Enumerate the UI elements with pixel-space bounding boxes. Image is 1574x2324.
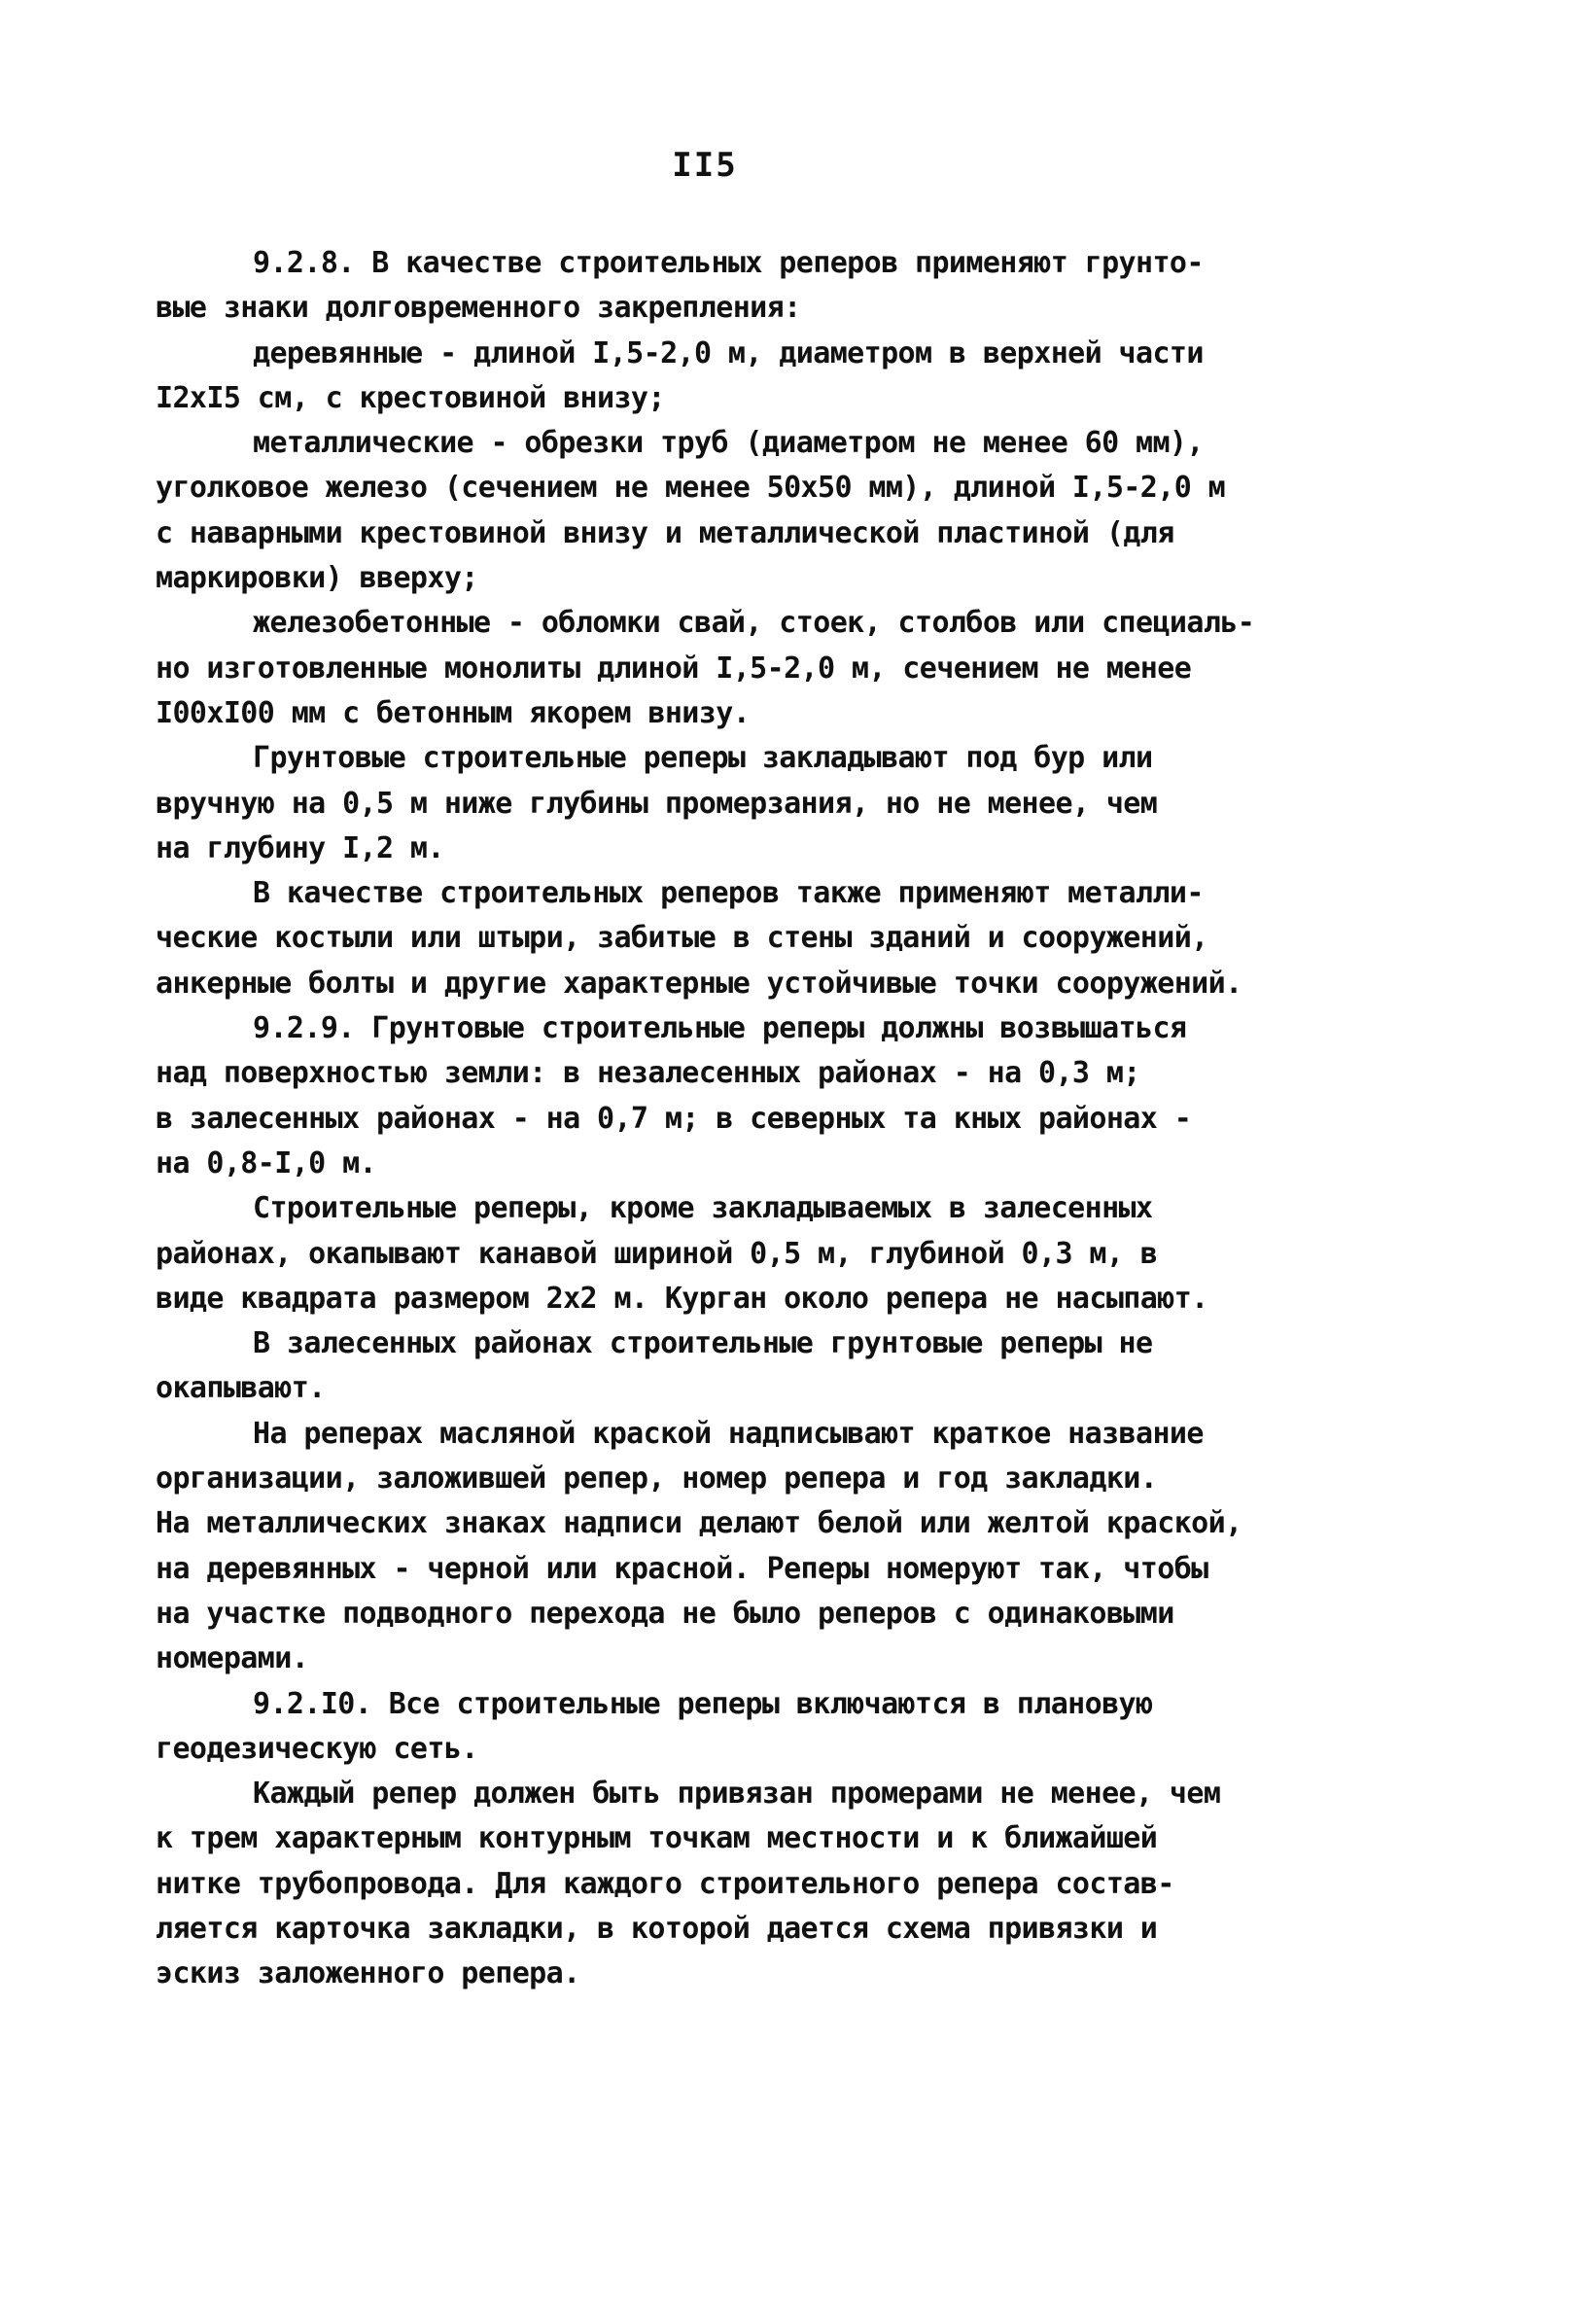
text-line: Каждый репер должен быть привязан промерами не менее, чем (253, 1777, 1221, 1812)
text-line: эскиз заложенного репера. (156, 1956, 580, 1991)
text-line: ляется карточка закладки, в которой дается схема привязки и (156, 1911, 1158, 1946)
text-line: над поверхностью земли: в незалесенных районах - на 0,3 м; (156, 1056, 1140, 1091)
text-line: районах, окапывают канавой шириной 0,5 м, глубиной 0,3 м, в (156, 1236, 1158, 1271)
text-line: железобетонные - обломки свай, стоек, столбов или специаль- (253, 606, 1255, 641)
text-line: В качестве строительных реперов также применяют металли- (253, 876, 1204, 911)
text-line: На металлических знаках надписи делают белой или желтой краской, (156, 1506, 1242, 1541)
text-line: На реперах масляной краской надписывают краткое название (253, 1416, 1204, 1451)
text-line: но изготовленные монолиты длиной I,5-2,0 м, сечением не менее (156, 651, 1192, 686)
text-line: 9.2.9. Грунтовые строительные реперы должны возвышаться (253, 1011, 1187, 1046)
text-line: в залесенных районах - на 0,7 м; в северных та кных районах - (156, 1101, 1192, 1136)
text-line: виде квадрата размером 2x2 м. Курган около репера не насыпают. (156, 1281, 1208, 1316)
text-line: деревянные - длиной I,5-2,0 м, диаметром в верхней части (253, 335, 1204, 370)
text-line: организации, заложившей репер, номер репера и год закладки. (156, 1461, 1158, 1497)
text-line: Грунтовые строительные реперы закладывают под бур или (253, 741, 1153, 776)
text-line: на 0,8-I,0 м. (156, 1145, 376, 1180)
body-text (156, 241, 1419, 1997)
text-line: на глубину I,2 м. (156, 830, 444, 865)
page-number: II5 (672, 146, 738, 185)
text-line: 9.2.8. В качестве строительных реперов применяют грунто- (253, 246, 1204, 280)
text-line: В залесенных районах строительные грунтовые реперы не (253, 1326, 1153, 1361)
text-line: номерами. (156, 1641, 309, 1676)
text-line: металлические - обрезки труб (диаметром не менее 60 мм), (253, 426, 1204, 461)
text-line: окапывают. (156, 1371, 326, 1406)
text-line: I2xI5 см, с крестовиной внизу; (156, 380, 665, 415)
text-line: геодезическую сеть. (156, 1731, 478, 1766)
text-line: нитке трубопровода. Для каждого строительного репера состав- (156, 1866, 1174, 1901)
text-line: с наварными крестовиной внизу и металлической пластиной (для (156, 515, 1174, 550)
text-line: на участке подводного перехода не было реперов с одинаковыми (156, 1596, 1174, 1631)
text-line: вручную на 0,5 м ниже глубины промерзания, но не менее, чем (156, 786, 1158, 821)
text-line: на деревянных - черной или красной. Реперы номеруют так, чтобы (156, 1551, 1208, 1586)
text-line: вые знаки долговременного закрепления: (156, 291, 801, 326)
text-line: I00xI00 мм с бетонным якорем внизу. (156, 695, 751, 730)
text-line: анкерные болты и другие характерные устойчивые точки сооружений. (156, 966, 1242, 1001)
text-line: ческие костыли или штыри, забитые в стены зданий и сооружений, (156, 921, 1208, 956)
text-line: уголковое железо (сечением не менее 50x50 мм), длиной I,5-2,0 м (156, 471, 1226, 506)
text-line: маркировки) вверху; (156, 561, 478, 596)
text-line: 9.2.I0. Все строительные реперы включаются в плановую (253, 1686, 1153, 1721)
text-line: Строительные реперы, кроме закладываемых в залесенных (253, 1191, 1153, 1226)
text-line: к трем характерным контурным точкам местности и к ближайшей (156, 1821, 1158, 1856)
